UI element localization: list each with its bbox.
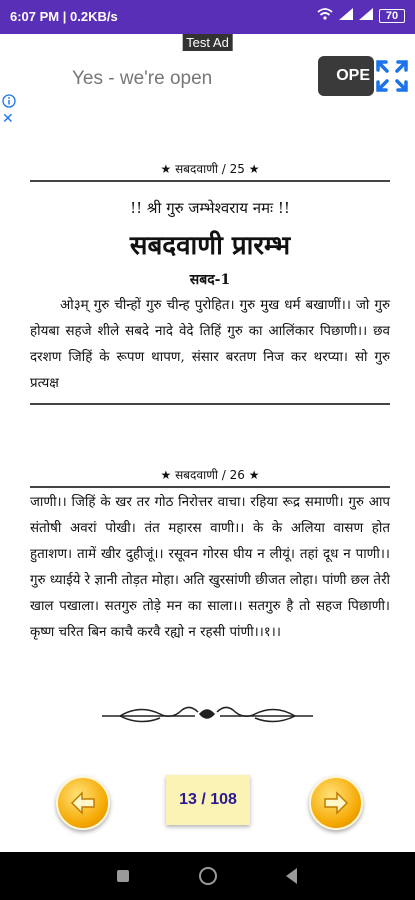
status-icons [317,8,405,23]
signal-icon-2 [359,8,373,23]
ad-text[interactable]: Yes - we're open [72,68,213,89]
page-indicator[interactable]: 13 / 108 [166,775,250,825]
page-header: ★ सबदवाणी / 25 ★ [160,162,260,176]
page-navigation [0,760,415,850]
arrow-left-icon [69,789,97,817]
status-bar [0,0,415,34]
ad-close-icon[interactable]: ✕ [2,110,14,126]
battery-icon: 70 [379,9,405,23]
ad-banner[interactable] [0,34,415,126]
invocation-line: !! श्री गुरु जम्भेश्वराय नमः !! [130,199,290,217]
system-navigation-bar [0,852,415,900]
page-body-text: जाणी।। जिहिं के खर तर गोठ निरोत्तर वाचा। रहिया रूद्र समाणी। गुरु आप संतोषी अवरां पोखी। तंत महारस वाणी।। के के अलिया वासण होत हुताशण। तामें खीर दुहीजूं।। रसूवन गोरस घीय न लीयूं। तहां दूध न पाणी।। गुरु ध्याईये रे ज्ञानी तोड़त मोहा। अति खुरसांणी छीजत लोहा। पांणी छल तेरी खाल पखाला। सतगुरु तोड़े मन का साला।। सतगुरु है तो सहज पिछाणी। कृष्ण चरित बिन काचै करवै रह्यो न रहसी पांणी।।१।। [30,495,391,640]
sabad-number: सबद-1 [189,272,231,288]
back-button[interactable] [286,868,297,884]
page-header: ★ सबदवाणी / 26 ★ [160,468,260,482]
previous-page-button[interactable] [56,776,110,830]
page-body-text: ओ३म् गुरु चीन्हों गुरु चीन्ह पुरोहित। गुरु मुख धर्म बखाणीं।। जो गुरु होयबा सहजे शीले सबदे नादे वेदे तिहिं गुरु का आलिंकार पिछाणी।। छव दरशण जिहिं के रूपण थापण, संसार बरतण निज कर थरप्या। सो गुरु प्रत्यक्ष [30,298,390,391]
page-bottom-divider [30,403,390,405]
status-time: 6:07 PM | 0.2KB/s [10,9,118,24]
wifi-icon [317,8,333,23]
ornament-divider [100,700,315,730]
arrow-right-icon [322,789,350,817]
signal-icon [339,8,353,23]
expand-icon[interactable] [374,58,410,94]
ad-label: Test Ad [182,34,233,51]
book-page-26 [30,466,390,646]
book-page-25 [30,160,390,405]
info-icon[interactable] [2,94,16,108]
next-page-button[interactable] [309,776,363,830]
header-divider [30,486,390,488]
ad-open-button[interactable]: OPE [318,56,374,96]
recent-apps-button[interactable] [117,870,129,882]
header-divider [30,180,390,182]
home-button[interactable] [199,867,217,885]
book-title: सबदवाणी प्रारम्भ [129,231,291,261]
